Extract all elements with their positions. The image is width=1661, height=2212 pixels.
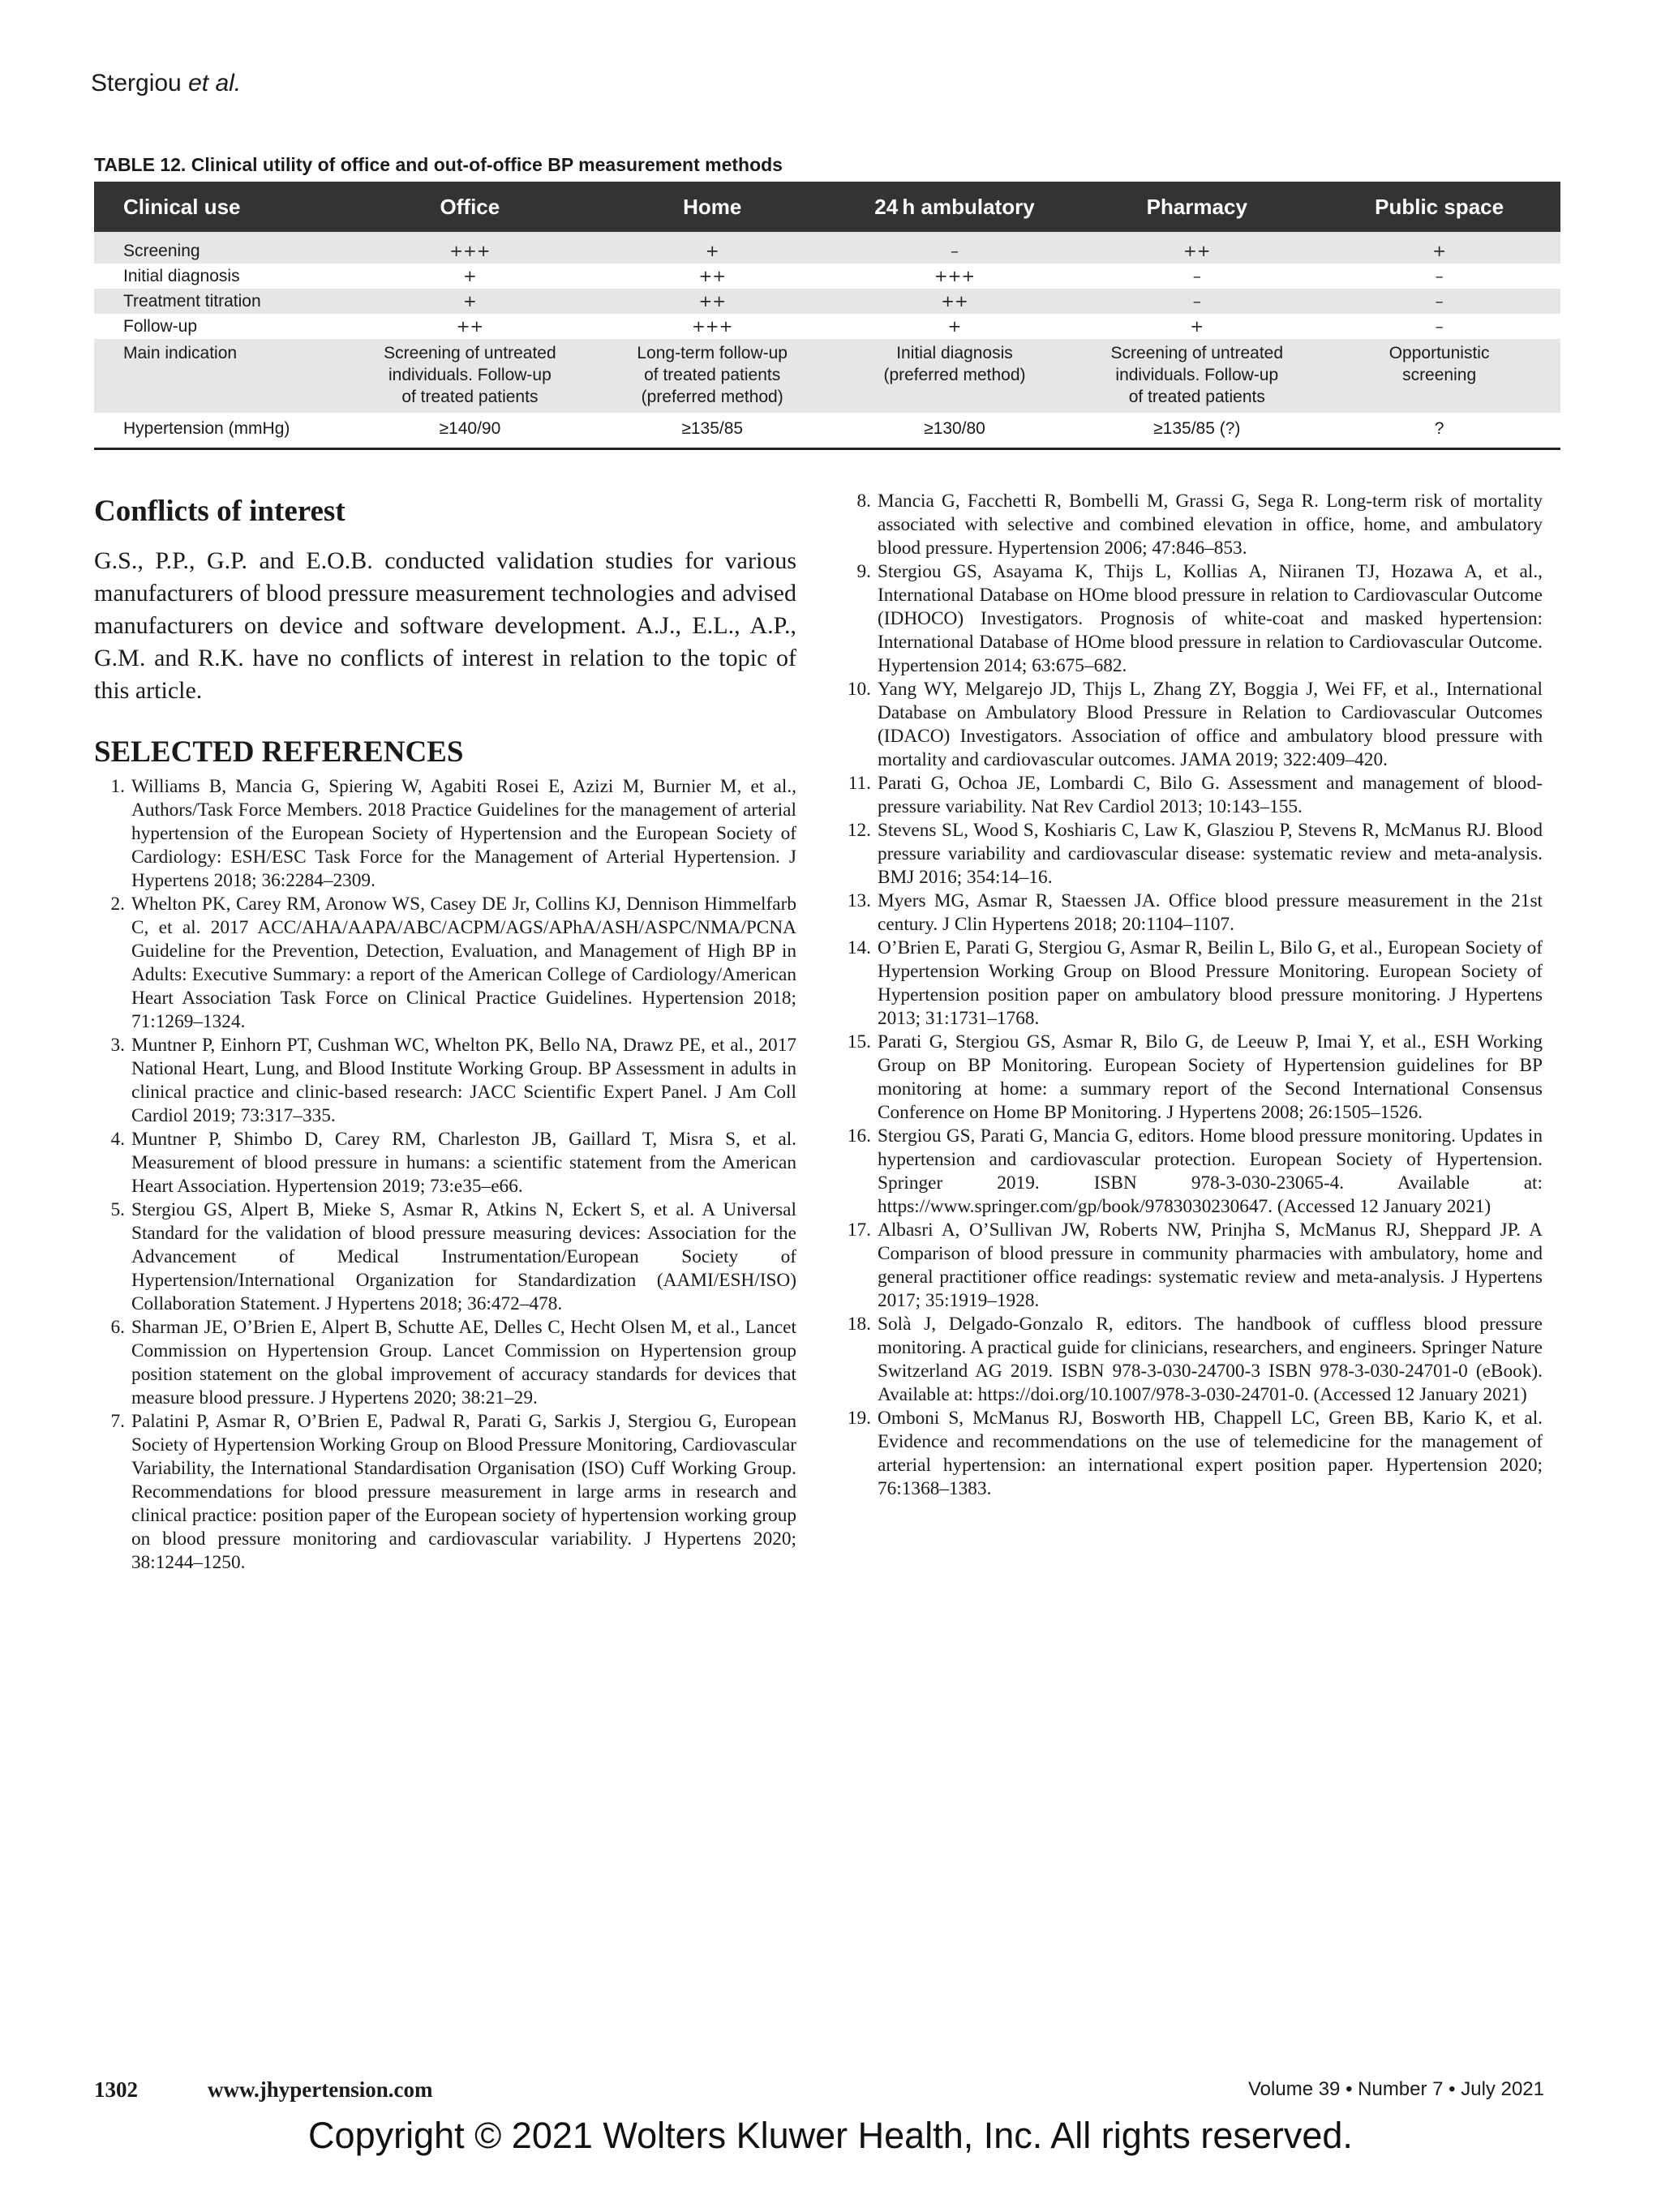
cell-line: (preferred method) xyxy=(641,388,783,406)
reference-text: Myers MG, Asmar R, Staessen JA. Office blood pressure measurement in the 21st century. J Clin Hypertens 2018; 20:1104–1107. xyxy=(878,890,1543,935)
table-cell xyxy=(349,339,591,413)
table-cell: ++ xyxy=(1075,232,1318,264)
reference-text: Muntner P, Shimbo D, Carey RM, Charleston JB, Gaillard T, Misra S, et al. Measurement of blood pressure in humans: a scientific statement from the American Heart Association. Hypertension 2019; 73:e35–e66. xyxy=(131,1129,796,1197)
row-label: Hypertension (mmHg) xyxy=(94,413,349,449)
reference-number: 10. xyxy=(847,679,871,700)
reference-number: 9. xyxy=(856,561,871,582)
running-head xyxy=(91,70,241,97)
cell-line: screening xyxy=(1402,366,1477,384)
reference-text: Whelton PK, Carey RM, Aronow WS, Casey DE Jr, Collins KJ, Dennison Himmelfarb C, et al. 2017 ACC/AHA/AAPA/ABC/ACPM/AGS/APhA/ASH/ASPC/NMA/PCNA Guideline for the Prevention, Detection, Evaluation, and Management of High BP in Adults: Executive Summary: a report of the American College of Cardiology/American Heart Association Task Force on Clinical Practice Guidelines. Hypertension 2018; 71:1269–1324. xyxy=(131,894,796,1032)
reference-number: 2. xyxy=(110,894,125,915)
cell-line: of treated patients xyxy=(401,388,539,406)
reference-text: Palatini P, Asmar R, O’Brien E, Padwal R, Parati G, Sarkis J, Stergiou G, European Society of Hypertension Working Group on Blood Pressure Monitoring, Cardiovascular Variability, the International Standardisation Organisation (ISO) Cuff Working Group. Recommendations for blood pressure measurement in large arms in research and clinical practice: position paper of the European society of hypertension working group on blood pressure monitoring and cardiovascular variability. J Hypertens 2020; 38:1244–1250. xyxy=(131,1411,796,1573)
table-cell xyxy=(834,339,1076,413)
references-heading: SELECTED REFERENCES xyxy=(94,735,464,769)
reference-text: Parati G, Ochoa JE, Lombardi C, Bilo G. Assessment and management of blood-pressure variability. Nat Rev Cardiol 2013; 10:143–155. xyxy=(878,773,1543,817)
reference-number: 7. xyxy=(110,1411,125,1432)
table-row-follow-up xyxy=(94,314,1560,339)
table-cell: + xyxy=(349,289,591,314)
row-label: Screening xyxy=(94,232,349,264)
row-label: Main indication xyxy=(94,339,349,413)
conflicts-text: G.S., P.P., G.P. and E.O.B. conducted validation studies for various manufacturers of blood pressure measurement technologies and advised manufacturers on device and software development. A.J., E.L., A.P., G.M. and R.K. have no conflicts of interest in relation to the topic of this article. xyxy=(94,547,796,704)
reference-item xyxy=(94,1198,796,1316)
table-cell: + xyxy=(1318,232,1560,264)
table-cell: + xyxy=(1190,316,1204,336)
table-cell: +++ xyxy=(692,316,733,336)
reference-item xyxy=(94,1316,796,1410)
reference-item xyxy=(840,890,1543,937)
table-cell: + xyxy=(591,232,834,264)
reference-item xyxy=(94,893,796,1034)
reference-number: 4. xyxy=(110,1129,125,1150)
reference-number: 12. xyxy=(847,820,871,841)
header-home: Home xyxy=(591,182,834,232)
header-ambulatory: 24 h ambulatory xyxy=(834,182,1076,232)
reference-number: 11. xyxy=(848,773,871,794)
bp-methods-table xyxy=(94,182,1560,450)
left-column xyxy=(94,493,796,1575)
reference-text: Stergiou GS, Alpert B, Mieke S, Asmar R, Atkins N, Eckert S, et al. A Universal Standard for the validation of blood pressure measuring devices: Association for the Advancement of Medical Instrumentation/European Society of Hypertension/International Organization for Standardization (AAMI/ESH/ISO) Collaboration Statement. J Hypertens 2018; 36:472–478. xyxy=(131,1199,796,1314)
table-cell: ≥135/85 xyxy=(591,413,834,449)
table-header-row xyxy=(94,182,1560,232)
table-cell: ++ xyxy=(591,289,834,314)
table-cell: – xyxy=(1192,266,1201,285)
reference-text: Williams B, Mancia G, Spiering W, Agabiti Rosei E, Azizi M, Burnier M, et al., Authors/Task Force Members. 2018 Practice Guidelines for the management of arterial hypertension of the European Society of Hypertension and the European Society of Cardiology: ESH/ESC Task Force for the Management of Arterial Hypertension. J Hypertens 2018; 36:2284–2309. xyxy=(131,776,796,891)
reference-item xyxy=(840,937,1543,1031)
header-clinical-use: Clinical use xyxy=(94,182,349,232)
reference-number: 5. xyxy=(110,1199,125,1220)
table-row-main-indication xyxy=(94,339,1560,413)
reference-text: Yang WY, Melgarejo JD, Thijs L, Zhang ZY, Boggia J, Wei FF, et al., International Database on Ambulatory Blood Pressure in Relation to Cardiovascular Outcomes (IDACO) Investigators. Association of office and ambulatory blood pressure with mortality and cardiovascular outcomes. JAMA 2019; 322:409–420. xyxy=(878,679,1543,770)
row-label: Initial diagnosis xyxy=(123,267,240,285)
reference-number: 18. xyxy=(847,1314,871,1335)
issue-info: Volume 39 • Number 7 • July 2021 xyxy=(1247,2078,1544,2100)
cell-line: individuals. Follow-up xyxy=(388,366,552,384)
reference-item xyxy=(840,772,1543,819)
table-cell xyxy=(1318,339,1560,413)
table-cell: – xyxy=(1435,316,1444,336)
reference-item xyxy=(94,1034,796,1128)
copyright-notice: Copyright © 2021 Wolters Kluwer Health, Inc. All rights reserved. xyxy=(308,2115,1353,2156)
reference-item xyxy=(840,490,1543,560)
cell-line: Screening of untreated xyxy=(384,344,556,362)
reference-item xyxy=(840,1313,1543,1407)
reference-item xyxy=(94,1128,796,1198)
cell-line: (preferred method) xyxy=(883,366,1026,384)
reference-text: Mancia G, Facchetti R, Bombelli M, Grassi G, Sega R. Long-term risk of mortality associated with selective and combined elevation in office, home, and ambulatory blood pressure. Hypertension 2006; 47:846–853. xyxy=(878,491,1543,559)
reference-number: 6. xyxy=(110,1317,125,1338)
reference-number: 3. xyxy=(110,1035,125,1056)
reference-item xyxy=(840,819,1543,890)
journal-url: www.jhypertension.com xyxy=(208,2077,433,2102)
table-cell: – xyxy=(1318,289,1560,314)
header-office: Office xyxy=(349,182,591,232)
reference-text: Muntner P, Einhorn PT, Cushman WC, Whelton PK, Bello NA, Drawz PE, et al., 2017 National Heart, Lung, and Blood Institute Working Group. BP Assessment in adults in clinical practice and clinic-based research: JACC Scientific Expert Panel. J Am Coll Cardiol 2019; 73:317–335. xyxy=(131,1035,796,1126)
reference-text: Solà J, Delgado-Gonzalo R, editors. The handbook of cuffless blood pressure monitoring. A practical guide for clinicians, researchers, and engineers. Springer Nature Switzerland AG 2019. ISBN 978-3-030-24700-3 ISBN 978-3-030-24701-0 (eBook). Available at: https://doi.org/10.1007/978-3-030-24701-0. (Accessed 12 January 2021) xyxy=(878,1314,1543,1405)
table-row-initial-diagnosis xyxy=(94,264,1560,289)
right-column xyxy=(840,490,1543,1501)
table-cell xyxy=(1075,339,1318,413)
table-cell: ≥135/85 (?) xyxy=(1075,413,1318,449)
table-cell: – xyxy=(1075,289,1318,314)
running-head-etal: et al. xyxy=(188,70,242,96)
table-row-treatment-titration xyxy=(94,289,1560,314)
reference-text: Stergiou GS, Parati G, Mancia G, editors. Home blood pressure monitoring. Updates in hypertension and cardiovascular protection. European Society of Hypertension. Springer 2019. ISBN 978-3-030-23065-4. Available at: https://www.springer.com/gp/book/9783030230647. (Accessed 12 January 2021) xyxy=(878,1125,1543,1217)
cell-line: individuals. Follow-up xyxy=(1115,366,1279,384)
row-label: Treatment titration xyxy=(94,289,349,314)
reference-item xyxy=(840,1219,1543,1313)
reference-list-left xyxy=(94,775,796,1575)
table-cell: + xyxy=(947,316,962,336)
reference-item xyxy=(840,1125,1543,1219)
reference-number: 13. xyxy=(847,890,871,911)
table-cell: ++ xyxy=(698,266,726,285)
table-row-screening xyxy=(94,232,1560,264)
reference-number: 15. xyxy=(847,1031,871,1052)
reference-number: 1. xyxy=(110,776,125,797)
header-public-space: Public space xyxy=(1318,182,1560,232)
cell-line: Screening of untreated xyxy=(1110,344,1284,362)
cell-line: Initial diagnosis xyxy=(896,344,1013,362)
reference-text: Stergiou GS, Asayama K, Thijs L, Kollias A, Niiranen TJ, Hozawa A, et al., International Database on HOme blood pressure in relation to Cardiovascular Outcome (IDHOCO) Investigators. Prognosis of white-coat and masked hypertension: International Database of HOme blood pressure in relation to Cardiovascular Outcome. Hypertension 2014; 63:675–682. xyxy=(878,561,1543,676)
cell-line: Long-term follow-up xyxy=(637,344,788,362)
table-cell: ++ xyxy=(834,289,1076,314)
table-caption: TABLE 12. Clinical utility of office and out-of-office BP measurement methods xyxy=(94,154,783,175)
reference-text: Omboni S, McManus RJ, Bosworth HB, Chappell LC, Green BB, Kario K, et al. Evidence and recommendations on the use of telemedicine for the management of arterial hypertension: an international expert position paper. Hypertension 2020; 76:1368–1383. xyxy=(878,1408,1543,1499)
table-row-hypertension-threshold xyxy=(94,413,1560,449)
page-number: 1302 xyxy=(94,2077,138,2102)
reference-number: 16. xyxy=(847,1125,871,1147)
reference-list-right xyxy=(840,490,1543,1501)
cell-line: Opportunistic xyxy=(1388,344,1490,362)
reference-text: O’Brien E, Parati G, Stergiou G, Asmar R, Beilin L, Bilo G, et al., European Society of Hypertension Working Group on Blood Pressure Monitoring. European Society of Hypertension position paper on ambulatory blood pressure monitoring. J Hypertens 2013; 31:1731–1768. xyxy=(878,937,1543,1029)
reference-item xyxy=(840,1407,1543,1501)
table-cell: – xyxy=(834,232,1076,264)
table-cell: +++ xyxy=(934,266,976,285)
cell-line: of treated patients xyxy=(1128,388,1265,406)
table-cell: ? xyxy=(1318,413,1560,449)
table-cell: – xyxy=(1435,266,1444,285)
reference-number: 14. xyxy=(847,937,871,958)
table-cell: +++ xyxy=(349,232,591,264)
conflicts-heading: Conflicts of interest xyxy=(94,495,346,528)
reference-number: 19. xyxy=(847,1408,871,1429)
reference-text: Parati G, Stergiou GS, Asmar R, Bilo G, de Leeuw P, Imai Y, et al., ESH Working Group on BP Monitoring. European Society of Hypertension guidelines for BP monitoring at home: a summary report of the Second International Consensus Conference on Home BP Monitoring. J Hypertens 2008; 26:1505–1526. xyxy=(878,1031,1543,1123)
table-cell xyxy=(591,339,834,413)
running-head-author: Stergiou xyxy=(91,70,182,96)
reference-text: Albasri A, O’Sullivan JW, Roberts NW, Prinjha S, McManus RJ, Sheppard JP. A Comparison of blood pressure in community pharmacies with ambulatory, home and general practitioner office readings: systematic review and meta-analysis. J Hypertens 2017; 35:1919–1928. xyxy=(878,1220,1543,1311)
table-cell: ≥130/80 xyxy=(834,413,1076,449)
reference-item xyxy=(94,1410,796,1575)
reference-item xyxy=(840,1031,1543,1125)
reference-item xyxy=(94,775,796,893)
reference-number: 8. xyxy=(856,491,871,512)
table-cell: ++ xyxy=(456,316,484,336)
table-cell: ≥140/90 xyxy=(349,413,591,449)
reference-item xyxy=(840,560,1543,678)
cell-line: of treated patients xyxy=(644,366,781,384)
reference-text: Sharman JE, O’Brien E, Alpert B, Schutte AE, Delles C, Hecht Olsen M, et al., Lancet Commission on Hypertension Group. Lancet Commission on Hypertension group position statement on the global improvement of accuracy standards for devices that measure blood pressure. J Hypertens 2020; 38:21–29. xyxy=(131,1317,796,1408)
row-label: Follow-up xyxy=(123,317,198,336)
reference-number: 17. xyxy=(847,1220,871,1241)
reference-item xyxy=(840,678,1543,772)
reference-text: Stevens SL, Wood S, Koshiaris C, Law K, Glasziou P, Stevens R, McManus RJ. Blood pressure variability and cardiovascular disease: systematic review and meta-analysis. BMJ 2016; 354:14–16. xyxy=(878,820,1543,888)
header-pharmacy: Pharmacy xyxy=(1075,182,1318,232)
table-cell: + xyxy=(463,266,477,285)
